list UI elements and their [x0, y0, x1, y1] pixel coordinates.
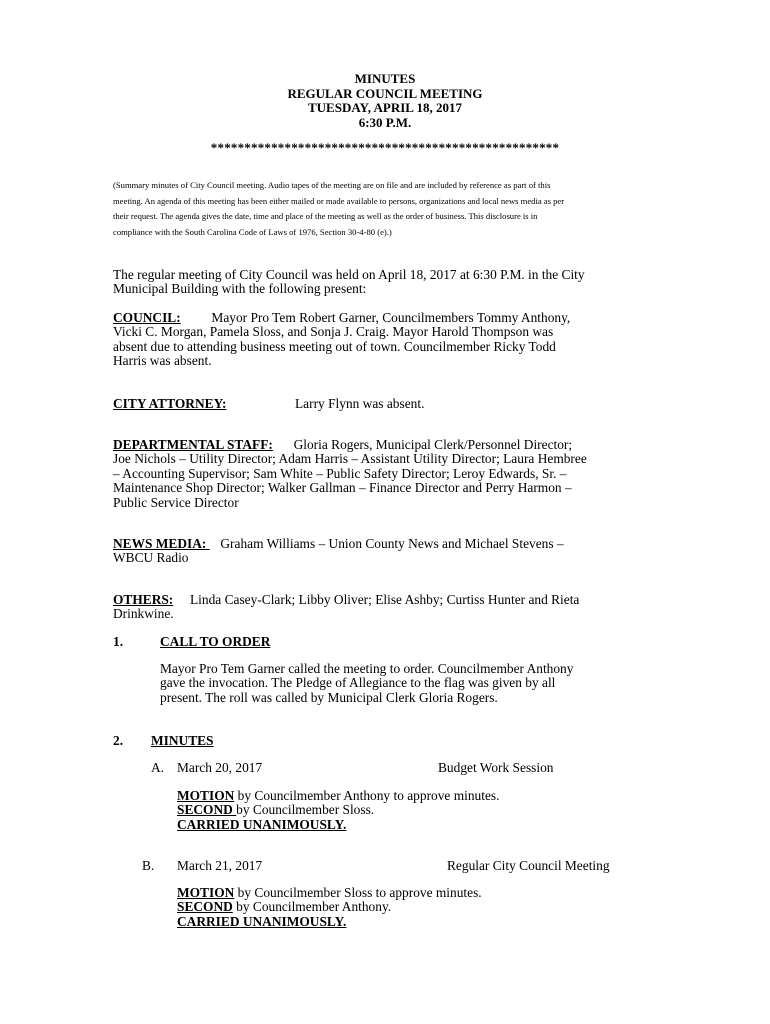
call-to-order-paragraph [160, 662, 660, 705]
news-media-label: NEWS MEDIA: [113, 536, 207, 551]
council-text: Mayor Pro Tem Robert Garner, Councilmembers Tommy Anthony, [211, 310, 571, 325]
staff-text: Gloria Rogers, Municipal Clerk/Personnel Director; [293, 437, 573, 452]
news-media-text: Graham Williams – Union County News and Michael Stevens – [220, 536, 564, 551]
header-divider: **************************************************** [210, 140, 560, 155]
item-number: 1. [113, 634, 124, 649]
summary-line: their request. The agenda gives the date, time and place of the meeting as well as the order of business. This disclosure is in [113, 211, 538, 221]
item-number: 2. [113, 733, 124, 748]
motion-block [177, 789, 597, 832]
attorney-text: Larry Flynn was absent. [295, 396, 425, 411]
motion-block [177, 886, 597, 929]
staff-label: DEPARTMENTAL STAFF: [113, 437, 273, 452]
header-title: MINUTES [354, 71, 416, 86]
motion-label: MOTION [177, 788, 235, 803]
intro-line: Municipal Building with the following present: [113, 281, 367, 297]
news-media-section [113, 537, 673, 566]
minutes-item-type: Regular City Council Meeting [447, 858, 610, 873]
minutes-item-letter: A. [151, 760, 165, 775]
staff-line: Maintenance Shop Director; Walker Gallman – Finance Director and Perry Harmon – [113, 480, 572, 496]
staff-line: – Accounting Supervisor; Sam White – Public Safety Director; Leroy Edwards, Sr. – [113, 465, 567, 481]
item-title-call-to-order: CALL TO ORDER [160, 634, 271, 649]
motion-label: MOTION [177, 885, 235, 900]
item-title-minutes: MINUTES [151, 733, 214, 748]
intro-paragraph [113, 268, 673, 297]
motion-text: by Councilmember Sloss to approve minutes. [234, 885, 482, 900]
minutes-item-date: March 20, 2017 [177, 760, 263, 775]
council-line: Harris was absent. [113, 353, 212, 369]
summary-disclaimer [113, 178, 653, 240]
attorney-section [113, 397, 226, 411]
others-label: OTHERS: [113, 592, 174, 607]
carried-label: CARRIED UNANIMOUSLY. [177, 816, 347, 832]
others-text: Linda Casey-Clark; Libby Oliver; Elise Ashby; Curtiss Hunter and Rieta [190, 592, 580, 607]
staff-section [113, 438, 673, 510]
header-date: TUESDAY, APRIL 18, 2017 [307, 100, 462, 115]
attorney-label: CITY ATTORNEY: [113, 396, 227, 411]
summary-line: (Summary minutes of City Council meeting. Audio tapes of the meeting are on file and are included by reference as part of this [113, 180, 551, 190]
second-label: SECOND [177, 899, 233, 915]
summary-line: compliance with the South Carolina Code of Laws of 1976, Section 30-4-80 (e).) [113, 226, 392, 237]
summary-line: meeting. An agenda of this meeting has been either mailed or made available to persons, organizations and local news media as per [113, 195, 565, 206]
header-meeting-type: REGULAR COUNCIL MEETING [287, 85, 483, 101]
carried-label: CARRIED UNANIMOUSLY. [177, 913, 347, 929]
news-media-line: WBCU Radio [113, 550, 189, 566]
council-line: Vicki C. Morgan, Pamela Sloss, and Sonja J. Craig. Mayor Harold Thompson was [113, 324, 554, 340]
council-section [113, 311, 673, 369]
second-text: by Councilmember Sloss. [236, 802, 375, 818]
document-header [0, 72, 770, 130]
paragraph-line: present. The roll was called by Municipal Clerk Gloria Rogers. [160, 689, 498, 705]
staff-line: Joe Nichols – Utility Director; Adam Harris – Assistant Utility Director; Laura Hembree [113, 451, 587, 467]
council-line: absent due to attending business meeting out of town. Councilmember Ricky Todd [113, 338, 556, 354]
second-label: SECOND [177, 802, 237, 818]
second-text: by Councilmember Anthony. [232, 899, 392, 915]
paragraph-line: Mayor Pro Tem Garner called the meeting to order. Councilmember Anthony [160, 661, 574, 676]
minutes-item-type: Budget Work Session [438, 760, 554, 775]
motion-text: by Councilmember Anthony to approve minutes. [234, 788, 500, 803]
others-line: Drinkwine. [113, 606, 174, 622]
council-label: COUNCIL: [113, 310, 181, 325]
intro-line: The regular meeting of City Council was held on April 18, 2017 at 6:30 P.M. in the City [113, 267, 585, 282]
header-time: 6:30 P.M. [358, 114, 412, 130]
others-section [113, 593, 673, 622]
staff-line: Public Service Director [113, 494, 239, 510]
minutes-item-letter: B. [142, 858, 155, 873]
paragraph-line: gave the invocation. The Pledge of Allegiance to the flag was given by all [160, 675, 556, 691]
minutes-item-date: March 21, 2017 [177, 858, 263, 873]
